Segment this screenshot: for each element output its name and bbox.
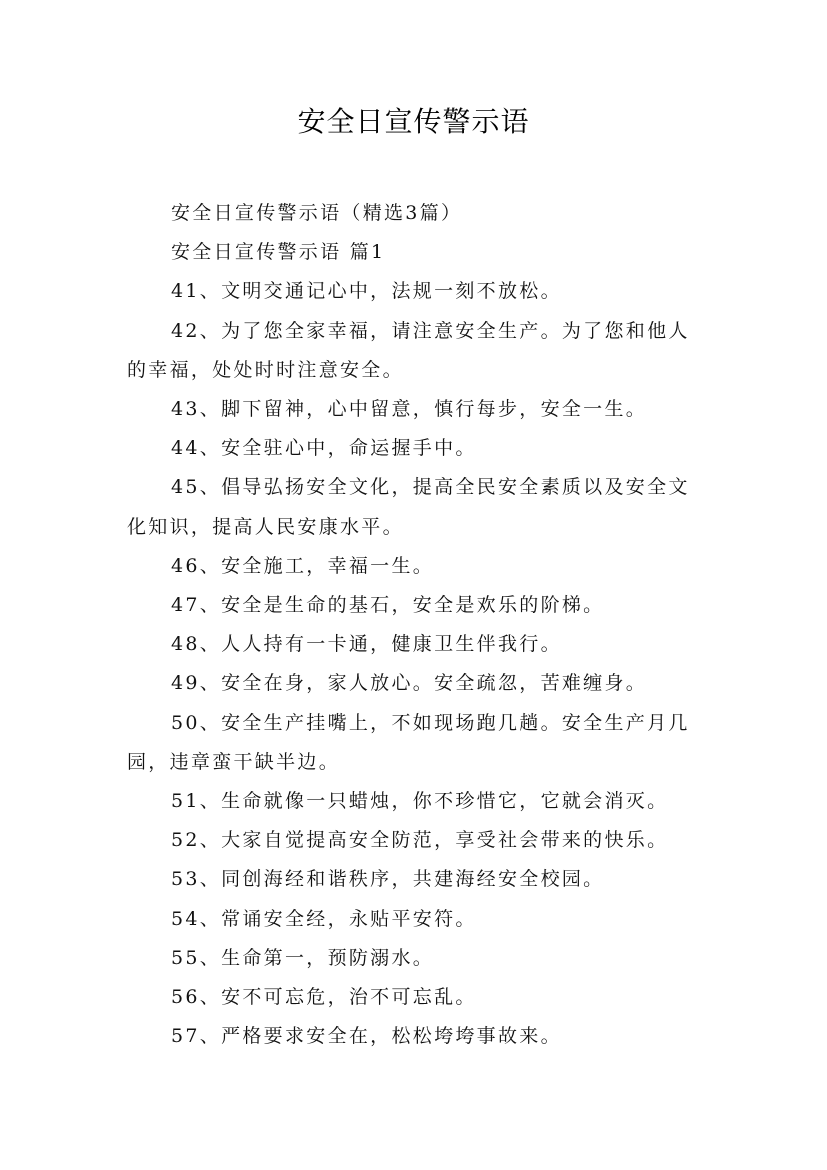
paragraph-section-heading: 安全日宣传警示语 篇1 [171, 241, 386, 264]
slogan-item: 49、安全在身，家人放心。安全疏忽，苦难缠身。 [171, 672, 648, 695]
slogan-item: 55、生命第一，预防溺水。 [171, 946, 435, 969]
paragraph-subtitle: 安全日宣传警示语（精选3篇） [171, 202, 463, 224]
document-body [127, 194, 707, 1056]
slogan-item: 45、倡导弘扬安全文化，提高全民安全素质以及安全文化知识，提高人民安康水平。 [127, 476, 690, 538]
slogan-item: 51、生命就像一只蜡烛，你不珍惜它，它就会消灭。 [171, 790, 669, 813]
slogan-item: 56、安不可忘危，治不可忘乱。 [171, 986, 477, 1009]
slogan-item: 42、为了您全家幸福，请注意安全生产。为了您和他人的幸福，处处时时注意安全。 [127, 319, 690, 381]
slogan-item: 46、安全施工，幸福一生。 [171, 554, 435, 577]
slogan-item: 52、大家自觉提高安全防范，享受社会带来的快乐。 [171, 829, 669, 852]
slogan-item: 50、安全生产挂嘴上，不如现场跑几趟。安全生产月几园，违章蛮干缺半边。 [127, 711, 690, 773]
slogan-item: 43、脚下留神，心中留意，慎行每步，安全一生。 [171, 398, 648, 421]
slogan-item: 44、安全驻心中，命运握手中。 [171, 437, 477, 460]
slogan-item: 48、人人持有一卡通，健康卫生伴我行。 [171, 633, 562, 656]
slogan-item: 53、同创海经和谐秩序，共建海经安全校园。 [171, 868, 605, 891]
slogan-item: 54、常诵安全经，永贴平安符。 [171, 907, 477, 930]
slogan-item: 41、文明交通记心中，法规一刻不放松。 [171, 280, 562, 303]
slogan-item: 47、安全是生命的基石，安全是欢乐的阶梯。 [171, 594, 605, 617]
document-title: 安全日宣传警示语 [297, 105, 530, 138]
slogan-item: 57、严格要求安全在，松松垮垮事故来。 [171, 1025, 562, 1048]
